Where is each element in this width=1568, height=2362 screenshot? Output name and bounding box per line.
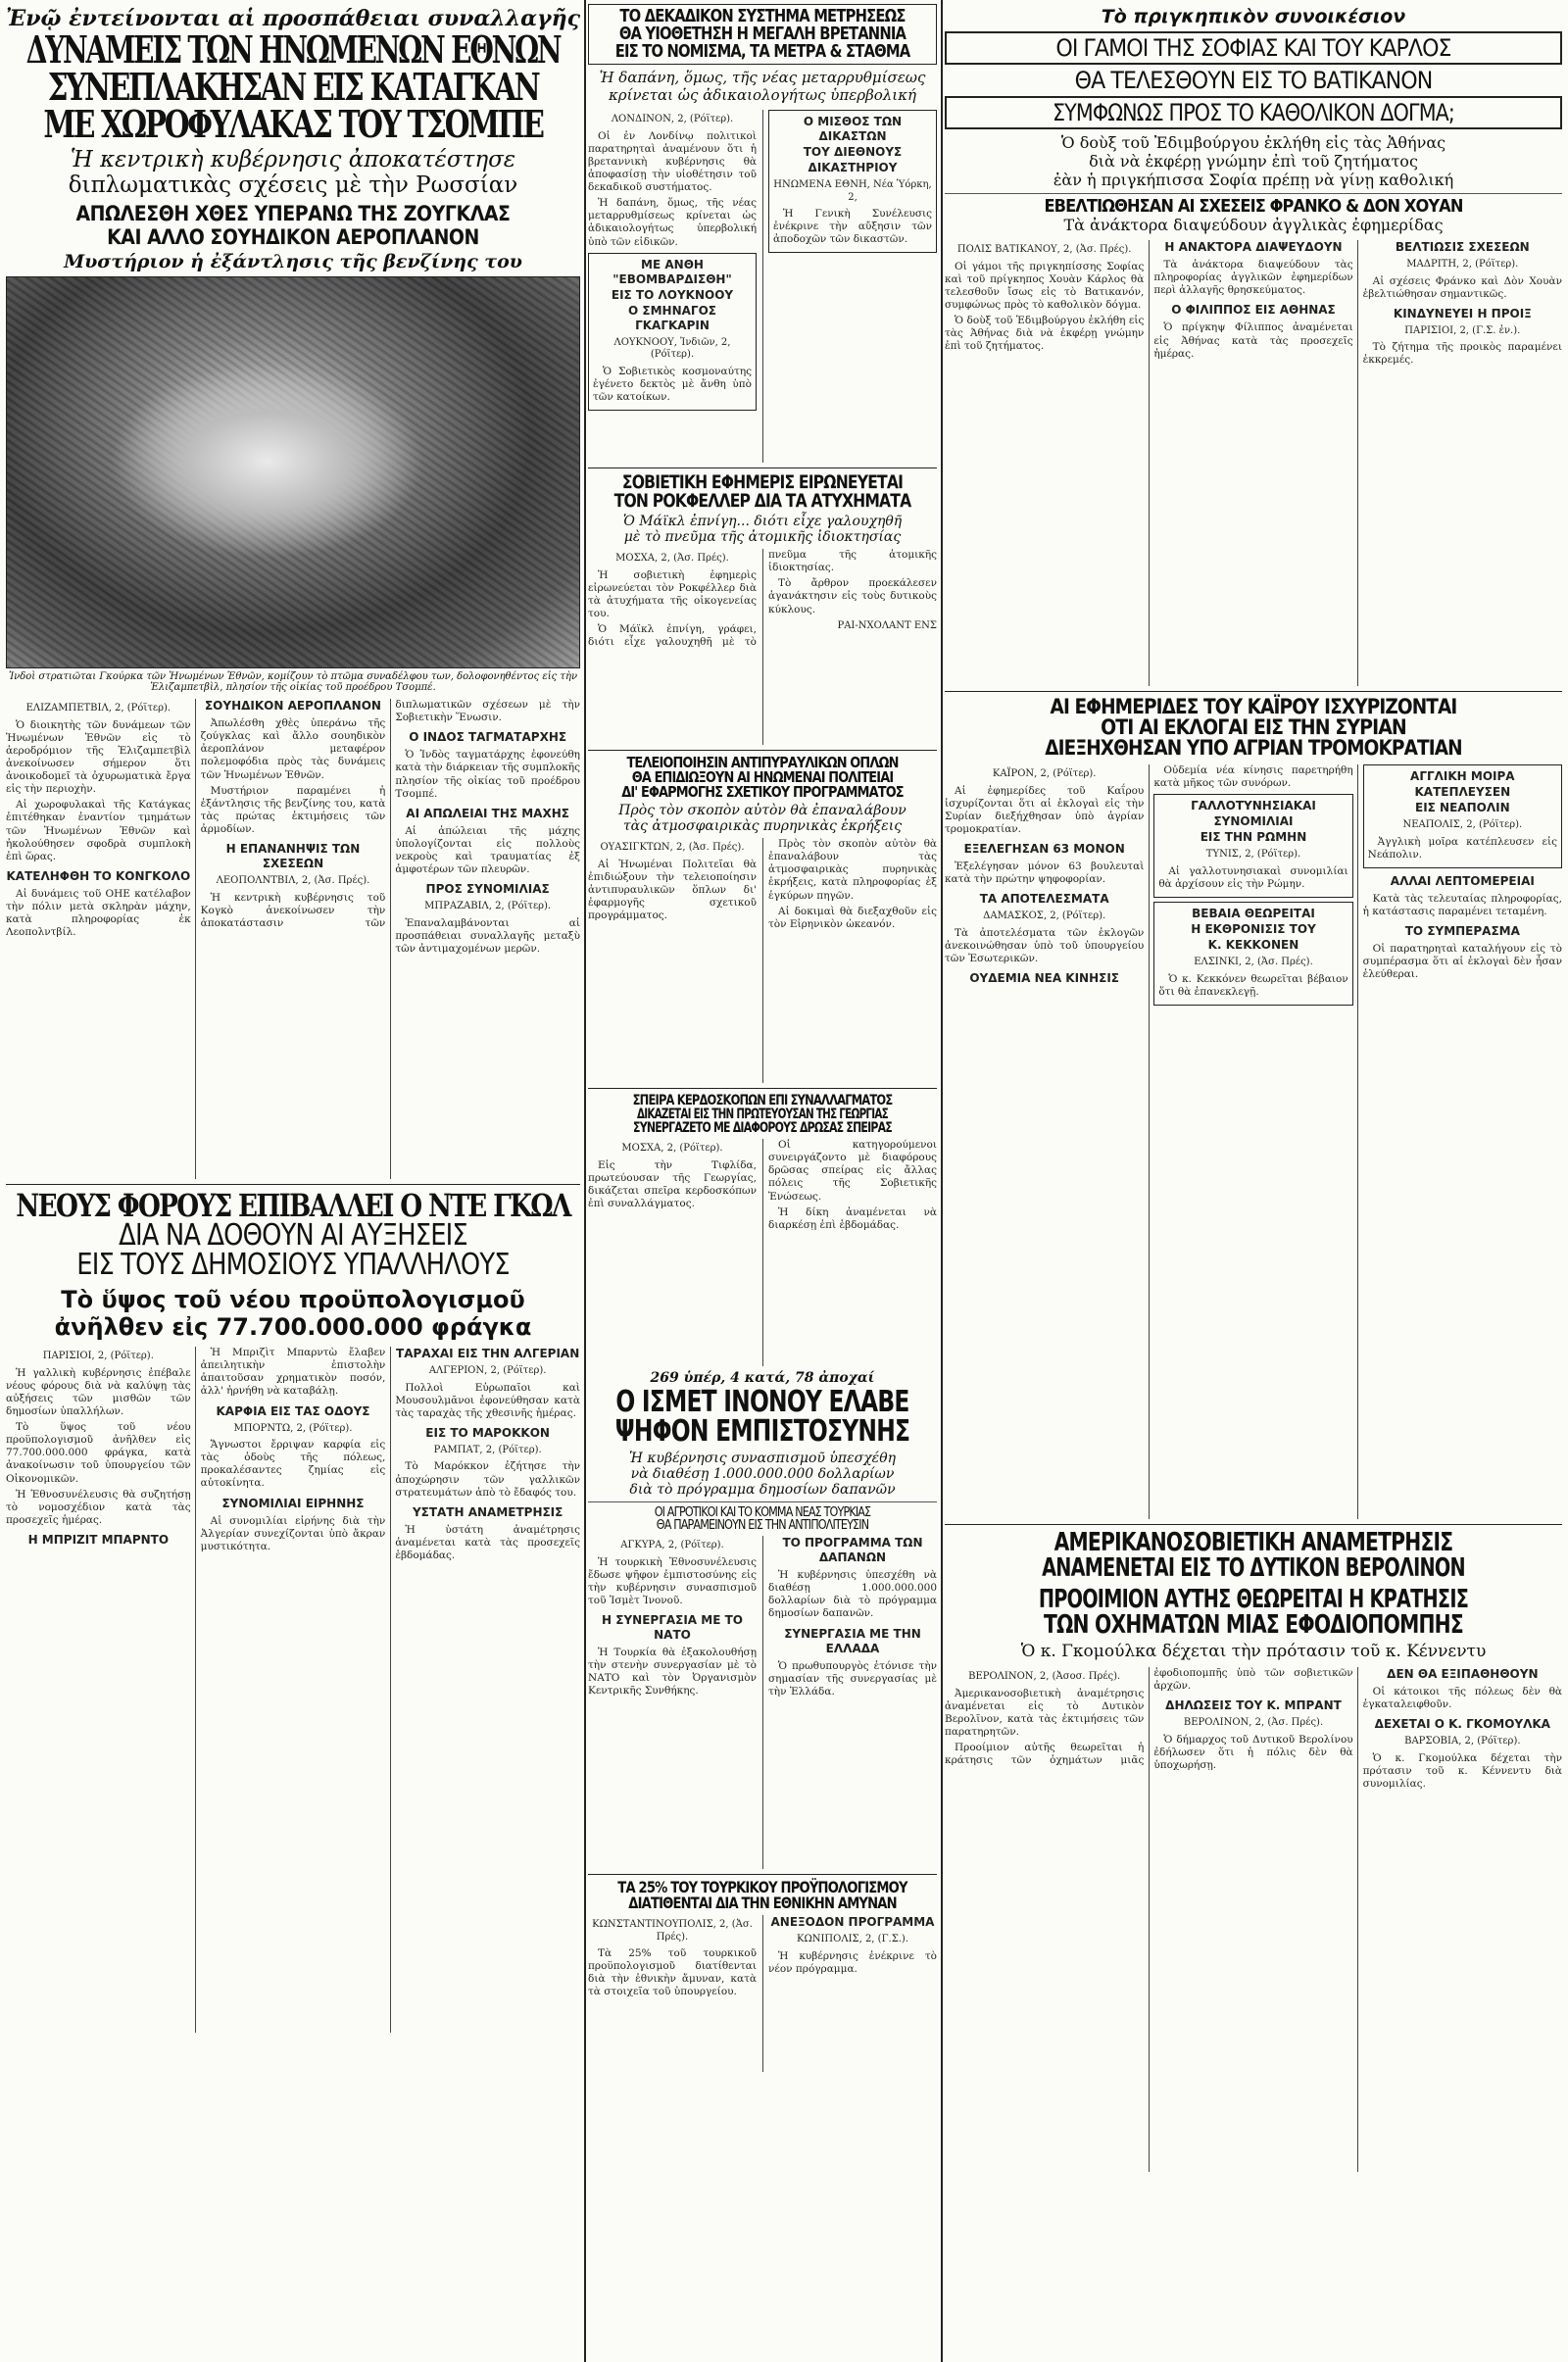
subheadline: Ὁ δοὺξ τοῦ Ἐδιμβούργου ἐκλήθη εἰς τὰς Ἀθήνας [1060,133,1446,152]
dateline: ΒΕΡΟΛΙΝΟΝ, 2, (Ἀσ. Πρές). [1183,1717,1324,1729]
subheadline: Μυστήριον ἡ ἐξάντλησις τῆς βενζίνης του [64,251,522,272]
headline-line: ΔΙΑΤΙΘΕΝΤΑΙ ΔΙΑ ΤΗΝ ΕΘΝΙΚΗΝ ΑΜΥΝΑΝ [628,1894,897,1912]
column-rule [941,0,943,2362]
box-head: ΔΙΚΑΣΤΗΡΙΟΥ [808,161,898,174]
headline-line: ΟΤΙ ΑΙ ΕΚΛΟΓΑΙ ΕΙΣ ΤΗΝ ΣΥΡΙΑΝ [1101,715,1406,739]
article-body: ΒΕΡΟΛΙΝΟΝ, 2, (Ἀσοσ. Πρές). Ἀμερικανοσοβιετικὴ ἀναμέτρησις ἀναμένεται εἰς τὸ Δυτικὸν Βερολῖνον, κατὰ τὰς ἐκτιμήσεις τῶν παρατηρητῶν. Προοίμιον αὐτῆς θεωρεῖται ἡ κράτησις τῶν ὀχημάτων μιᾶς ἐφοδιοπομπῆς ὑπὸ τῶν σοβιετικῶν ἀρχῶν. ΔΗΛΩΣΕΙΣ ΤΟΥ Κ. ΜΠΡΑΝΤ ΒΕΡΟΛΙΝΟΝ, 2, (Ἀσ. Πρές). Ὁ δήμαρχος τοῦ Δυτικοῦ Βερολίνου ἐδήλωσεν ὅτι ἡ πόλις δὲν θὰ ὑποχωρήσῃ. ΔΕΝ ΘΑ ΕΞΙΠΑΘΗΘΟΥΝ Οἱ κάτοικοι τῆς πόλεως δὲν θὰ ἐγκαταλειφθοῦν. ΔΕΧΕΤΑΙ Ο Κ. ΓΚΟΜΟΥΛΚΑ ΒΑΡΣΟΒΙΑ, 2, (Ρόϊτερ). Ὁ κ. Γκομούλκα δέχεται τὴν πρότασιν τοῦ κ. Κέννεντυ διὰ συνομιλίας. [945,1667,1562,1790]
dateline: ΒΑΡΣΟΒΙΑ, 2, (Ρόϊτερ). [1404,1736,1521,1747]
dateline: ΚΩΝΣΤΑΝΤΙΝΟΥΠΟΛΙΣ, 2, (Ἀσ. Πρές). [592,1919,753,1943]
article-body: ΕΛΙΖΑΜΠΕΤΒΙΛ, 2, (Ρόϊτερ). Ὁ διοικητὴς τῶν δυνάμεων τῶν Ἡνωμένων Ἐθνῶν εἰς τὸ ἀεροδρόμιον τῆς Ἐλιζαμπετβὶλ ἀνεκοίνωσεν σήμερον ὅτι ἀνοικοδομεῖ τὰ ὀχυρωματικὰ ἔργα εἰς τὴν περιοχὴν. Αἱ χωροφυλακαὶ τῆς Κατάγκας ἐπιτέθηκαν ἐναντίον τμημάτων τῶν Ἡνωμένων Ἐθνῶν καὶ ἠκολούθησεν σφοδρὰ συμπλοκὴ ἐπὶ ὥρας. ΚΑΤΕΛΗΦΘΗ ΤΟ ΚΟΝΓΚΟΛΟ Αἱ δυνάμεις τοῦ ΟΗΕ κατέλαβον τὴν πόλιν μετὰ σκληρὰν μάχην, κατὰ πληροφορίας ἐκ Λεοπολντβίλ. ΣΟΥΗΔΙΚΟΝ ΑΕΡΟΠΛΑΝΟΝ Ἀπωλέσθη χθὲς ὑπεράνω τῆς ζούγκλας καὶ ἄλλο σουηδικὸν ἀεροπλάνον μεταφέρον πολεμοφόδια πρὸς τὰς δυνάμεις τῶν Ἡνωμένων Ἐθνῶν. Μυστήριον παραμένει ἡ ἐξάντλησις τῆς βενζίνης του, κατὰ τὰς πρώτας ἐκτιμήσεις τῶν ἀρμοδίων. Η ΕΠΑΝΑΝΗΨΙΣ ΤΩΝ ΣΧΕΣΕΩΝ ΛΕΟΠΟΛΝΤΒΙΛ, 2, (Ἀσ. Πρές). Ἡ κεντρικὴ κυβέρνησις τοῦ Κογκὸ ἀνεκοίνωσεν τὴν ἀποκατάστασιν τῶν διπλωματικῶν σχέσεων μὲ τὴν Σοβιετικὴν Ἕνωσιν. Ο ΙΝΔΟΣ ΤΑΓΜΑΤΑΡΧΗΣ Ὁ Ἰνδὸς ταγματάρχης ἐφονεύθη κατὰ τὴν διάρκειαν τῆς συμπλοκῆς πλησίον τῆς οἰκίας τοῦ προέδρου Τσομπέ. ΑΙ ΑΠΩΛΕΙΑΙ ΤΗΣ ΜΑΧΗΣ Αἱ ἀπώλειαι τῆς μάχης ὑπολογίζονται εἰς πολλοὺς νεκροὺς καὶ τραυματίας ἐξ ἀμφοτέρων τῶν πλευρῶν. ΠΡΟΣ ΣΥΝΟΜΙΛΙΑΣ ΜΠΡΑΖΑΒΙΛ, 2, (Ρόϊτερ). Ἐπαναλαμβάνονται αἱ προσπάθειαι συναλλαγῆς μεταξὺ τῶν ἀντιμαχομένων μερῶν. [6,699,580,955]
subheadline: Ὁ Μάϊκλ ἐπνίγη... διότι εἶχε γαλουχηθῆ [622,514,903,529]
subheadline: ΑΠΩΛΕΣΘΗ ΧΘΕΣ ΥΠΕΡΑΝΩ ΤΗΣ ΖΟΥΓΚΛΑΣ [75,202,511,225]
inset-box: ΑΓΓΛΙΚΗ ΜΟΙΡΑ ΚΑΤΕΠΛΕΥΣΕΝ ΕΙΣ ΝΕΑΠΟΛΙΝ ΝΕΑΠΟΛΙΣ, 2, (Ρόϊτερ). Ἀγγλικὴ μοῖρα κατέπλευσεν εἰς Νεάπολιν. [1363,764,1562,868]
section-head: ΕΞΕΛΕΓΗΣΑΝ 63 ΜΟΝΟΝ [963,842,1125,856]
section-head: Η ΜΠΡΙΖΙΤ ΜΠΑΡΝΤΟ [27,1533,170,1547]
section-head: ΤΑΡΑΧΑΙ ΕΙΣ ΤΗΝ ΑΛΓΕΡΙΑΝ [396,1347,580,1360]
headline-line: ΣΟΒΙΕΤΙΚΗ ΕΦΗΜΕΡΙΣ ΕΙΡΩΝΕΥΕΤΑΙ [621,471,904,493]
headline-line: ΣΥΝΕΠΛΑΚΗΣΑΝ ΕΙΣ ΚΑΤΑΓΚΑΝ [47,65,539,109]
kicker: Τὸ πριγκηπικὸν συνοικέσιον [1101,6,1406,27]
box-head: Η ΕΚΘΡΟΝΙΣΙΣ ΤΟΥ [1191,922,1316,936]
box-head: ΕΙΣ ΤΗΝ ΡΩΜΗΝ [1200,830,1307,845]
subheadline: Ἡ δαπάνη, ὅμως, τῆς νέας μεταρρυθμίσεως [599,69,926,86]
dateline: ΤΥΝΙΣ, 2, (Ρόϊτερ). [1205,849,1301,861]
divider [588,1874,937,1875]
headline-line: ΔΙΑ ΝΑ ΔΟΘΟΥΝ ΑΙ ΑΥΞΗΣΕΙΣ [119,1218,467,1253]
section-head: ΣΥΝΟΜΙΛΙΑΙ ΕΙΡΗΝΗΣ [221,1496,365,1510]
box-head: ΤΟΥ ΔΙΕΘΝΟΥΣ [803,145,903,159]
article-body: ΜΟΣΧΑ, 2, (Ρόϊτερ). Εἰς τὴν Τιφλίδα, πρωτεύουσαν τῆς Γεωργίας, δικάζεται σπεῖρα κερδοσκόπων ἐπὶ συναλλάγματος. Οἱ κατηγορούμενοι συνειργάζοντο μὲ διαφόρους δρῶσας σπείρας εἰς ἄλλας πόλεις τῆς Σοβιετικῆς Ἑνώσεως. Ἡ δίκη ἀναμένεται νὰ διαρκέσῃ ἐπὶ ἑβδομάδας. [588,1139,937,1231]
headline-box [945,96,1562,129]
headline-box [945,31,1562,65]
headline-line: ΟΙ ΓΑΜΟΙ ΤΗΣ ΣΟΦΙΑΣ ΚΑΙ ΤΟΥ ΚΑΡΛΟΣ [1055,34,1451,62]
headline-line: ΘΑ ΤΕΛΕΣΘΟΥΝ ΕΙΣ ΤΟ ΒΑΤΙΚΑΝΟΝ [1074,67,1433,94]
section-head: ΚΑΤΕΛΗΦΘΗ ΤΟ ΚΟΝΓΚΟΛΟ [6,868,191,883]
subheadline: διπλωματικὰς σχέσεις μὲ τὴν Ρωσσίαν [68,172,518,198]
section-head: ΠΡΟΣ ΣΥΝΟΜΙΛΙΑΣ [425,882,550,897]
headline-line: ΘΑ ΥΙΟΘΕΤΗΣΗ Η ΜΕΓΑΛΗ ΒΡΕΤΑΝΝΙΑ [618,24,906,44]
article-body: ΚΩΝΣΤΑΝΤΙΝΟΥΠΟΛΙΣ, 2, (Ἀσ. Πρές). Τὰ 25% τοῦ τουρκικοῦ προϋπολογισμοῦ διατίθενται διὰ τὴν ἐθνικὴν ἄμυναν, κατὰ τὰ στοιχεῖα τοῦ ὑπουργείου. ΑΝΕΞΟΔΟΝ ΠΡΟΓΡΑΜΜΑ ΚΩΝΙΠΟΛΙΣ, 2, (Γ.Σ.). Ἡ κυβέρνησις ἐνέκρινε τὸ νέον πρόγραμμα. [588,1915,937,1998]
dateline: ΜΠΟΡΝΤΩ, 2, (Ρόϊτερ). [233,1422,353,1434]
inset-box: ΓΑΛΛΟΤΥΝΗΣΙΑΚΑΙ ΣΥΝΟΜΙΛΙΑΙ ΕΙΣ ΤΗΝ ΡΩΜΗΝ ΤΥΝΙΣ, 2, (Ρόϊτερ). Αἱ γαλλοτυνησιακαὶ συνομιλίαι θὰ ἀρχίσουν εἰς τὴν Ρώμην. [1153,794,1352,898]
section-head: ΣΟΥΗΔΙΚΟΝ ΑΕΡΟΠΛΑΝΟΝ [204,699,381,713]
section-head: Ο ΙΝΔΟΣ ΤΑΓΜΑΤΑΡΧΗΣ [409,730,567,745]
box-head: ΒΕΒΑΙΑ ΘΕΩΡΕΙΤΑΙ [1192,907,1315,920]
headline-line: ΤΑ 25% ΤΟΥ ΤΟΥΡΚΙΚΟΥ ΠΡΟΫΠΟΛΟΓΙΣΜΟΥ [617,1878,907,1896]
section-head: ΒΕΛΤΙΩΣΙΣ ΣΧΕΣΕΩΝ [1395,240,1530,254]
section-head: Η ΣΥΝΕΡΓΑΣΙΑ ΜΕ ΤΟ ΝΑΤΟ [602,1613,743,1642]
dateline: ΜΟΣΧΑ, 2, (Ρόϊτερ). [621,1143,723,1154]
divider [588,750,937,751]
headline-line: ΣΥΜΦΩΝΩΣ ΠΡΟΣ ΤΟ ΚΑΘΟΛΙΚΟΝ ΔΟΓΜΑ; [1052,99,1455,126]
box-head: ΓΑΛΛΟΤΥΝΗΣΙΑΚΑΙ [1191,799,1316,813]
headline-box [588,4,937,65]
subheadline: ΚΑΙ ΑΛΛΟ ΣΟΥΗΔΙΚΟΝ ΑΕΡΟΠΛΑΝΟΝ [107,225,479,249]
dateline: ΡΑΜΠΑΤ, 2, (Ρόϊτερ). [433,1444,542,1455]
headline-line: ΝΕΟΥΣ ΦΟΡΟΥΣ ΕΠΙΒΑΛΛΕΙ Ο ΝΤΕ ΓΚΩΛ [16,1187,570,1224]
dateline: ΜΑΔΡΙΤΗ, 2, (Ρόϊτερ). [1406,259,1519,270]
subheadline: κρίνεται ὡς ἀδικαιολογήτως ὑπερβολική [608,86,917,104]
headline-line: ΟΙ ΑΓΡΟΤΙΚΟΙ ΚΑΙ ΤΟ ΚΟΜΜΑ ΝΕΑΣ ΤΟΥΡΚΙΑΣ [654,1505,871,1520]
box-head: ΚΑΤΕΠΛΕΥΣΕΝ [1414,785,1511,799]
dateline: ΠΑΡΙΣΙΟΙ, 2, (Γ.Σ. ἐν.). [1404,324,1521,336]
headline-line: ΔΙ' ΕΦΑΡΜΟΓΗΣ ΣΧΕΤΙΚΟΥ ΠΡΟΓΡΑΜΜΑΤΟΣ [621,783,904,801]
headline-line: ΨΗΦΟΝ ΕΜΠΙΣΤΟΣΥΝΗΣ [614,1414,910,1449]
section-head: Η ΕΠΑΝΑΝΗΨΙΣ ΤΩΝ ΣΧΕΣΕΩΝ [225,842,361,871]
section-head: ΔΕΧΕΤΑΙ Ο Κ. ΓΚΟΜΟΥΛΚΑ [1374,1717,1550,1732]
section-head: ΤΟ ΣΥΜΠΕΡΑΣΜΑ [1404,924,1520,938]
headline-line: Ο ΙΣΜΕΤ ΙΝΟΝΟΥ ΕΛΑΒΕ [615,1385,909,1419]
section-head: ΥΣΤΑΤΗ ΑΝΑΜΕΤΡΗΣΙΣ [412,1504,564,1519]
box-head: Ο ΣΜΗΝΑΓΟΣ ΓΚΑΓΚΑΡΙΝ [628,303,716,332]
dateline: ΛΟΝΔΙΝΟΝ, 2, (Ρόϊτερ). [611,114,734,124]
headline-line: ΔΙΚΑΖΕΤΑΙ ΕΙΣ ΤΗΝ ΠΡΩΤΕΥΟΥΣΑΝ ΤΗΣ ΓΕΩΡΓΙΑΣ [636,1107,889,1122]
section-head: ΔΗΛΩΣΕΙΣ ΤΟΥ Κ. ΜΠΡΑΝΤ [1165,1698,1342,1713]
headline-line: ΤΩΝ ΟΧΗΜΑΤΩΝ ΜΙΑΣ ΕΦΟΔΙΟΠΟΜΠΗΣ [1044,1610,1463,1640]
section-head: ΚΑΡΦΙΑ ΕΙΣ ΤΑΣ ΟΔΟΥΣ [216,1403,370,1418]
subheadline: Πρὸς τὸν σκοπὸν αὐτὸν θὰ ἐπαναλάβουν [618,803,906,818]
column-middle [588,0,937,2362]
headline-line: ΔΙΕΞΗΧΘΗΣΑΝ ΥΠΟ ΑΓΡΙΑΝ ΤΡΟΜΟΚΡΑΤΙΑΝ [1045,736,1462,760]
section-head: ΔΕΝ ΘΑ ΕΞΙΠΑΘΗΘΟΥΝ [1387,1667,1539,1681]
article-body: ΛΟΝΔΙΝΟΝ, 2, (Ρόϊτερ). Οἱ ἐν Λονδίνῳ πολιτικοὶ παρατηρηταὶ ἀναμένουν ὅτι ἡ βρεταννικὴ κυβέρνησις θὰ ἀποφασίσῃ τὴν υἱοθέτησιν τοῦ δεκαδικοῦ συστήματος. Ἡ δαπάνη, ὅμως, τῆς νέας μεταρρυθμίσεως κρίνεται ὡς ἀδικαιολογήτως ὑπερβολική ὑπὸ τῶν εἰδικῶν. ΜΕ ΑΝΘΗ "ΕΒΟΜΒΑΡΔΙΣΘΗ" ΕΙΣ ΤΟ ΛΟΥΚΝΟΟΥ Ο ΣΜΗΝΑΓΟΣ ΓΚΑΓΚΑΡΙΝ ΛΟΥΚΝΟΟΥ, Ἰνδιῶν, 2, (Ρόϊτερ). Ὁ Σοβιετικὸς κοσμοναύτης ἐγένετο δεκτὸς μὲ ἄνθη ὑπὸ τῶν κατοίκων. Ο ΜΙΣΘΟΣ ΤΩΝ ΔΙΚΑΣΤΩΝ ΤΟΥ ΔΙΕΘΝΟΥΣ ΔΙΚΑΣΤΗΡΙΟΥ ΗΝΩΜΕΝΑ ΕΘΝΗ, Νέα Ὑόρκη, 2, Ἡ Γενικὴ Συνέλευσις ἐνέκρινε τὴν αὔξησιν τῶν ἀποδοχῶν τῶν δικαστῶν. [588,110,937,463]
dateline: ΕΛΙΖΑΜΠΕΤΒΙΛ, 2, (Ρόϊτερ). [25,703,172,714]
headline-line: ΑΙ ΕΦΗΜΕΡΙΔΕΣ ΤΟΥ ΚΑΪΡΟΥ ΙΣΧΥΡΙΖΟΝΤΑΙ [1050,695,1457,718]
inset-box: ΜΕ ΑΝΘΗ "ΕΒΟΜΒΑΡΔΙΣΘΗ" ΕΙΣ ΤΟ ΛΟΥΚΝΟΟΥ Ο ΣΜΗΝΑΓΟΣ ΓΚΑΓΚΑΡΙΝ ΛΟΥΚΝΟΟΥ, Ἰνδιῶν, 2, (Ρόϊτερ). Ὁ Σοβιετικὸς κοσμοναύτης ἐγένετο δεκτὸς μὲ ἄνθη ὑπὸ τῶν κατοίκων. [588,253,757,411]
headline-line: ΜΕ ΧΩΡΟΦΥΛΑΚΑΣ ΤΟΥ ΤΣΟΜΠΕ [43,102,543,146]
headline-line: ΠΡΟΟΙΜΙΟΝ ΑΥΤΗΣ ΘΕΩΡΕΙΤΑΙ Η ΚΡΑΤΗΣΙΣ [1038,1585,1469,1614]
subheadline: Τὸ ὕψος τοῦ νέου προϋπολογισμοῦ [61,1286,525,1313]
article-body: ΟΥΑΣΙΓΚΤΩΝ, 2, (Ἀσ. Πρές). Αἱ Ἡνωμέναι Πολιτεῖαι θὰ ἐπιδιώξουν τὴν τελειοποίησιν ἀντιπυραυλικῶν ὅπλων δι' ἐφαρμογῆς σχετικοῦ προγράμματος. Πρὸς τὸν σκοπὸν αὐτὸν θὰ ἐπαναλάβουν τὰς ἀτμοσφαιρικὰς πυρηνικὰς ἐκρήξεις, κατὰ πληροφορίας ἐξ ἐγκύρων πηγῶν. Αἱ δοκιμαὶ θὰ διεξαχθοῦν εἰς τὸν Εἰρηνικὸν ὠκεανόν. [588,838,937,930]
headline-line: ΤΟ ΔΕΚΑΔΙΚΟΝ ΣΥΣΤΗΜΑ ΜΕΤΡΗΣΕΩΣ [619,6,906,26]
box-head: Ο ΜΙΣΘΟΣ ΤΩΝ ΔΙΚΑΣΤΩΝ [803,115,903,143]
section-head: ΕΙΣ ΤΟ ΜΑΡΟΚΚΟΝ [425,1425,550,1440]
dateline: ΒΕΡΟΛΙΝΟΝ, 2, (Ἀσοσ. Πρές). [968,1671,1121,1682]
headline-line: ΘΑ ΕΠΙΔΙΩΞΟΥΝ ΑΙ ΗΝΩΜΕΝΑΙ ΠΟΛΙΤΕΙΑΙ [631,768,894,786]
divider [945,193,1562,194]
divider [6,1184,580,1185]
headline-line: ΕΒΕΛΤΙΩΘΗΣΑΝ ΑΙ ΣΧΕΣΕΙΣ ΦΡΑΝΚΟ & ΔΟΝ ΧΟΥΑΝ [1044,196,1463,217]
article-body: ΜΟΣΧΑ, 2, (Ἀσ. Πρές). Ἡ σοβιετικὴ ἐφημερὶς εἰρωνεύεται τὸν Ροκφέλλερ διὰ τὰ ἀτυχήματα τῆς οἰκογενείας του. Ὁ Μάϊκλ ἐπνίγη, γράφει, διότι εἶχε γαλουχηθῆ μὲ τὸ πνεῦμα τῆς ἀτομικῆς ἰδιοκτησίας. Τὸ ἄρθρον προεκάλεσεν ἀγανάκτησιν εἰς τοὺς δυτικοὺς κύκλους. ΡΑΙ-ΝΧΟΛΑΝΤ ΕΝΣ [588,549,937,649]
subheadline: μὲ τὸ πνεῦμα τῆς ἀτομικῆς ἰδιοκτησίας [623,529,902,545]
headline-line: ΕΙΣ ΤΟΥΣ ΔΗΜΟΣΙΟΥΣ ΥΠΑΛΛΗΛΟΥΣ [76,1248,510,1282]
subheadline: διὰ νὰ ἐκφέρῃ γνώμην ἐπὶ τοῦ ζητήματος [1089,152,1418,171]
box-head: ΕΙΣ ΝΕΑΠΟΛΙΝ [1415,801,1510,814]
headline-line: ΕΙΣ ΤΟ ΝΟΜΙΣΜΑ, ΤΑ ΜΕΤΡΑ & ΣΤΑΘΜΑ [614,41,910,62]
section-head: ΚΙΝΔΥΝΕΥΕΙ Η ΠΡΟΙΞ [1393,306,1532,320]
subheadline: Τὰ ἀνάκτορα διαψεύδουν ἀγγλικὰς ἐφημερίδας [1063,216,1444,234]
article-body: ΠΑΡΙΣΙΟΙ, 2, (Ρόϊτερ). Ἡ γαλλικὴ κυβέρνησις ἐπέβαλε νέους φόρους διὰ νὰ καλύψῃ τὰς αὐξήσεις τῶν μισθῶν τῶν δημοσίων ὑπαλλήλων. Τὸ ὕψος τοῦ νέου προϋπολογισμοῦ ἀνῆλθεν εἰς 77.700.000.000 φράγκα, κατὰ ἀνακοίνωσιν τοῦ ὑπουργείου τῶν Οἰκονομικῶν. Ἡ Ἐθνοσυνέλευσις θὰ συζητήσῃ τὸ νομοσχέδιον κατὰ τὰς προσεχεῖς ἡμέρας. Η ΜΠΡΙΖΙΤ ΜΠΑΡΝΤΟ Ἡ Μπριζὶτ Μπαρντὼ ἔλαβεν ἀπειλητικὴν ἐπιστολὴν ἀπαιτοῦσαν χρηματικὸν ποσόν, ἀλλ' ἠρνήθη νὰ καταβάλῃ. ΚΑΡΦΙΑ ΕΙΣ ΤΑΣ ΟΔΟΥΣ ΜΠΟΡΝΤΩ, 2, (Ρόϊτερ). Ἄγνωστοι ἔρριψαν καρφία εἰς τὰς ὁδοὺς τῆς πόλεως, προκαλέσαντες ζημίας εἰς αὐτοκίνητα. ΣΥΝΟΜΙΛΙΑΙ ΕΙΡΗΝΗΣ Αἱ συνομιλίαι εἰρήνης διὰ τὴν Ἀλγερίαν συνεχίζονται ὑπὸ ἄκραν μυστικότητα. ΤΑΡΑΧΑΙ ΕΙΣ ΤΗΝ ΑΛΓΕΡΙΑΝ ΑΛΓΕΡΙΟΝ, 2, (Ρόϊτερ). Πολλοὶ Εὐρωπαῖοι καὶ Μουσουλμᾶνοι ἐφονεύθησαν κατὰ τὰς ταραχὰς τῆς χθεσινῆς ἡμέρας. ΕΙΣ ΤΟ ΜΑΡΟΚΚΟΝ ΡΑΜΠΑΤ, 2, (Ρόϊτερ). Τὸ Μαρόκκον ἐζήτησε τὴν ἀποχώρησιν τῶν γαλλικῶν στρατευμάτων ἀπὸ τὸ ἔδαφός του. ΥΣΤΑΤΗ ΑΝΑΜΕΤΡΗΣΙΣ Ἡ ὑστάτη ἀναμέτρησις ἀναμένεται κατὰ τὰς προσεχεῖς ἑβδομάδας. [6,1347,580,1561]
dateline: ΗΝΩΜΕΝΑ ΕΘΝΗ, Νέα Ὑόρκη, 2, [773,179,932,203]
section-head: Η ΑΝΑΚΤΟΡΑ ΔΙΑΨΕΥΔΟΥΝ [1164,240,1343,254]
subheadline: νὰ διαθέσῃ 1.000.000.000 δολλαρίων [630,1466,895,1482]
section-head: ΑΙ ΑΠΩΛΕΙΑΙ ΤΗΣ ΜΑΧΗΣ [406,806,569,820]
section-head: Ο ΦΙΛΙΠΠΟΣ ΕΙΣ ΑΘΗΝΑΣ [1171,303,1336,318]
section-head: ΟΥΔΕΜΙΑ ΝΕΑ ΚΙΝΗΣΙΣ [969,971,1119,986]
headline-line: ΤΟΝ ΡΟΚΦΕΛΛΕΡ ΔΙΑ ΤΑ ΑΤΥΧΗΜΑΤΑ [613,490,911,512]
column-right [945,0,1562,2362]
headline-line: ΘΑ ΠΑΡΑΜΕΙΝΟΥΝ ΕΙΣ ΤΗΝ ΑΝΤΙΠΟΛΙΤΕΥΣΙΝ [656,1518,869,1533]
dateline: ΔΑΜΑΣΚΟΣ, 2, (Ρόϊτερ). [983,910,1106,922]
signoff: ΡΑΙ-ΝΧΟΛΑΝΤ ΕΝΣ [837,619,937,631]
section-head: ΤΟ ΠΡΟΓΡΑΜΜΑ ΤΩΝ ΔΑΠΑΝΩΝ [782,1536,923,1564]
subheadline: τὰς ἀτμοσφαιρικὰς πυρηνικὰς ἐκρήξεις [622,818,903,834]
headline-line: ΑΝΑΜΕΝΕΤΑΙ ΕΙΣ ΤΟ ΔΥΤΙΚΟΝ ΒΕΡΟΛΙΝΟΝ [1042,1553,1465,1583]
headline-line: ΑΜΕΡΙΚΑΝΟΣΟΒΙΕΤΙΚΗ ΑΝΑΜΕΤΡΗΣΙΣ [1054,1528,1453,1557]
divider [945,1524,1562,1525]
dateline: ΜΟΣΧΑ, 2, (Ἀσ. Πρές). [615,553,729,564]
divider [588,1088,937,1089]
inset-box: ΒΕΒΑΙΑ ΘΕΩΡΕΙΤΑΙ Η ΕΚΘΡΟΝΙΣΙΣ ΤΟΥ Κ. ΚΕΚΚΟΝΕΝ ΕΛΣΙΝΚΙ, 2, (Ἀσ. Πρές). Ὁ κ. Κεκκόνεν θεωρεῖται βέβαιον ὅτι θὰ ἐπανεκλεγῇ. [1153,902,1352,1006]
headline-line: ΤΕΛΕΙΟΠΟΙΗΣΙΝ ΑΝΤΙΠΥΡΑΥΛΙΚΩΝ ΟΠΛΩΝ [626,754,899,771]
column-left [6,0,580,2362]
dateline: ΟΥΑΣΙΓΚΤΩΝ, 2, (Ἀσ. Πρές). [600,842,745,853]
vote-tally: 269 ὑπέρ, 4 κατά, 78 ἀποχαί [650,1370,875,1386]
article-body: ΚΑΪΡΟΝ, 2, (Ρόϊτερ). Αἱ ἐφημερίδες τοῦ Καΐρου ἰσχυρίζονται ὅτι αἱ ἐκλογαὶ εἰς τὴν Συρίαν διεξήχθησαν ὑπὸ ἀγρίαν τρομοκρατίαν. ΕΞΕΛΕΓΗΣΑΝ 63 ΜΟΝΟΝ Ἐξελέγησαν μόνον 63 βουλευταὶ κατὰ τὴν πρώτην ψηφοφορίαν. ΤΑ ΑΠΟΤΕΛΕΣΜΑΤΑ ΔΑΜΑΣΚΟΣ, 2, (Ρόϊτερ). Τὰ ἀποτελέσματα τῶν ἐκλογῶν ἀνεκοινώθησαν ὑπὸ τοῦ ὑπουργείου τῶν Ἐσωτερικῶν. ΟΥΔΕΜΙΑ ΝΕΑ ΚΙΝΗΣΙΣ Οὐδεμία νέα κίνησις παρετηρήθη κατὰ μῆκος τῶν συνόρων. ΓΑΛΛΟΤΥΝΗΣΙΑΚΑΙ ΣΥΝΟΜΙΛΙΑΙ ΕΙΣ ΤΗΝ ΡΩΜΗΝ ΤΥΝΙΣ, 2, (Ρόϊτερ). Αἱ γαλλοτυνησιακαὶ συνομιλίαι θὰ ἀρχίσουν εἰς τὴν Ρώμην. ΒΕΒΑΙΑ ΘΕΩΡΕΙΤΑΙ Η ΕΚΘΡΟΝΙΣΙΣ ΤΟΥ Κ. ΚΕΚΚΟΝΕΝ ΕΛΣΙΝΚΙ, 2, (Ἀσ. Πρές). Ὁ κ. Κεκκόνεν θεωρεῖται βέβαιον ὅτι θὰ ἐπανεκλεγῇ. ΑΓΓΛΙΚΗ ΜΟΙΡΑ ΚΑΤΕΠΛΕΥΣΕΝ ΕΙΣ ΝΕΑΠΟΛΙΝ ΝΕΑΠΟΛΙΣ, 2, (Ρόϊτερ). Ἀγγλικὴ μοῖρα κατέπλευσεν εἰς Νεάπολιν. ΑΛΛΑΙ ΛΕΠΤΟΜΕΡΕΙΑΙ Κατὰ τὰς τελευταίας πληροφορίας, ἡ κατάστασις παραμένει τεταμένη. ΤΟ ΣΥΜΠΕΡΑΣΜΑ Οἱ παρατηρηταὶ καταλήγουν εἰς τὸ συμπέρασμα ὅτι αἱ ἐκλογαὶ δὲν ἦσαν ἐλεύθεραι. [945,764,1562,1519]
kicker: Ἐνῷ ἐντείνονται αἱ προσπάθειαι συναλλαγῆς [6,6,580,31]
section-head: ΤΑ ΑΠΟΤΕΛΕΣΜΑΤΑ [979,892,1109,907]
dateline: ΛΕΟΠΟΛΝΤΒΙΛ, 2, (Ἀσ. Πρές). [216,875,370,887]
article-body: ΑΓΚΥΡΑ, 2, (Ρόϊτερ). Ἡ τουρκικὴ Ἐθνοσυνέλευσις ἔδωσε ψῆφον ἐμπιστοσύνης εἰς τὴν κυβέρνησιν συνασπισμοῦ τοῦ Ἰσμὲτ Ἰνονοῦ. Η ΣΥΝΕΡΓΑΣΙΑ ΜΕ ΤΟ ΝΑΤΟ Ἡ Τουρκία θὰ ἐξακολουθήσῃ τὴν στενὴν συνεργασίαν μὲ τὸ ΝΑΤΟ καὶ τὸν Ὀργανισμὸν Κεντρικῆς Συνθήκης. ΤΟ ΠΡΟΓΡΑΜΜΑ ΤΩΝ ΔΑΠΑΝΩΝ Ἡ κυβέρνησις ὑπεσχέθη νὰ διαθέσῃ 1.000.000.000 δολλαρίων διὰ τὸ πρόγραμμα δημοσίων δαπανῶν. ΣΥΝΕΡΓΑΣΙΑ ΜΕ ΤΗΝ ΕΛΛΑΔΑ Ὁ πρωθυπουργὸς ἐτόνισε τὴν σημασίαν τῆς συνεργασίας μὲ τὴν Ἑλλάδα. [588,1536,937,1698]
box-head: ΑΓΓΛΙΚΗ ΜΟΙΡΑ [1410,769,1515,783]
news-photo [6,276,580,668]
headline-line: ΔΥΝΑΜΕΙΣ ΤΩΝ ΗΝΩΜΕΝΩΝ ΕΘΝΩΝ [25,27,561,72]
column-rule [584,0,586,2362]
box-head: ΣΥΝΟΜΙΛΙΑΙ [1213,814,1294,829]
article-body: ΠΟΛΙΣ ΒΑΤΙΚΑΝΟΥ, 2, (Ἀσ. Πρές). Οἱ γάμοι τῆς πριγκηπίσσης Σοφίας καὶ τοῦ πρίγκηπος Χουὰν Κάρλος θὰ τελεσθοῦν ἴσως εἰς τὸ Βατικανόν, συμφώνως πρὸς τὸ καθολικὸν δόγμα. Ὁ δοὺξ τοῦ Ἐδιμβούργου ἐκλήθη εἰς τὰς Ἀθήνας διὰ νὰ ἐκφέρῃ γνώμην ἐπὶ τοῦ ζητήματος. Η ΑΝΑΚΤΟΡΑ ΔΙΑΨΕΥΔΟΥΝ Τὰ ἀνάκτορα διαψεύδουν τὰς πληροφορίας ἀγγλικῶν ἐφημερίδων περὶ ἀλλαγῆς θρησκεύματος. Ο ΦΙΛΙΠΠΟΣ ΕΙΣ ΑΘΗΝΑΣ Ὁ πρίγκηψ Φίλιππος ἀναμένεται εἰς Ἀθήνας κατὰ τὰς προσεχεῖς ἡμέρας. ΒΕΛΤΙΩΣΙΣ ΣΧΕΣΕΩΝ ΜΑΔΡΙΤΗ, 2, (Ρόϊτερ). Αἱ σχέσεις Φράνκο καὶ Δὸν Χουὰν ἐβελτιώθησαν σημαντικῶς. ΚΙΝΔΥΝΕΥΕΙ Η ΠΡΟΙΞ ΠΑΡΙΣΙΟΙ, 2, (Γ.Σ. ἐν.). Τὸ ζήτημα τῆς προικὸς παραμένει ἐκκρεμές. [945,240,1562,367]
dateline: ΝΕΑΠΟΛΙΣ, 2, (Ρόϊτερ). [1402,819,1523,830]
dateline: ΠΑΡΙΣΙΟΙ, 2, (Ρόϊτερ). [42,1351,154,1361]
divider [945,691,1562,692]
subheadline: Ἡ κεντρικὴ κυβέρνησις ἀποκατέστησε [70,147,516,172]
dateline: ΜΠΡΑΖΑΒΙΛ, 2, (Ρόϊτερ). [424,901,552,912]
subheadline: διὰ τὸ πρόγραμμα δημοσίων δαπανῶν [629,1482,896,1498]
subheadline: Ὁ κ. Γκομούλκα δέχεται τὴν πρότασιν τοῦ κ. Κέννεντυ [1020,1642,1487,1661]
photo-caption: Ἰνδοὶ στρατιῶται Γκούρκα τῶν Ἡνωμένων Ἐθνῶν, κομίζουν τὸ πτῶμα συναδέλφου των, δολοφονηθέντος εἰς τὴν Ἐλιζαμπετβὶλ, πλησίον τῆς οἰκίας τοῦ προέδρου Τσομπέ. [8,671,578,693]
divider [588,467,937,468]
box-head: ΜΕ ΑΝΘΗ "ΕΒΟΜΒΑΡΔΙΣΘΗ" [612,257,732,286]
dateline: ΑΛΓΕΡΙΟΝ, 2, (Ρόϊτερ). [428,1365,547,1376]
dateline: ΚΑΪΡΟΝ, 2, (Ρόϊτερ). [992,768,1097,779]
section-head: ΣΥΝΕΡΓΑΣΙΑ ΜΕ ΤΗΝ ΕΛΛΑΔΑ [784,1626,921,1655]
inset-box: Ο ΜΙΣΘΟΣ ΤΩΝ ΔΙΚΑΣΤΩΝ ΤΟΥ ΔΙΕΘΝΟΥΣ ΔΙΚΑΣΤΗΡΙΟΥ ΗΝΩΜΕΝΑ ΕΘΝΗ, Νέα Ὑόρκη, 2, Ἡ Γενικὴ Συνέλευσις ἐνέκρινε τὴν αὔξησιν τῶν ἀποδοχῶν τῶν δικαστῶν. [768,110,937,253]
dateline: ΠΟΛΙΣ ΒΑΤΙΚΑΝΟΥ, 2, (Ἀσ. Πρές). [956,244,1132,255]
subheadline: Ἡ κυβέρνησις συνασπισμοῦ ὑπεσχέθη [628,1451,897,1466]
dateline: ΛΟΥΚΝΟΟΥ, Ἰνδιῶν, 2, (Ρόϊτερ). [613,336,731,361]
headline-line: ΣΥΝΕΡΓΑΖΕΤΟ ΜΕ ΔΙΑΦΟΡΟΥΣ ΔΡΩΣΑΣ ΣΠΕΙΡΑΣ [633,1120,892,1136]
dateline: ΕΛΣΙΝΚΙ, 2, (Ἀσ. Πρές). [1194,957,1313,967]
subheadline: ἀνῆλθεν εἰς 77.700.000.000 φράγκα [54,1313,532,1341]
dateline: ΚΩΝΙΠΟΛΙΣ, 2, (Γ.Σ.). [796,1934,909,1944]
box-head: Κ. ΚΕΚΚΟΝΕΝ [1207,938,1299,952]
dateline: ΑΓΚΥΡΑ, 2, (Ρόϊτερ). [620,1540,724,1550]
section-head: ΑΝΕΞΟΔΟΝ ΠΡΟΓΡΑΜΜΑ [770,1915,935,1929]
section-head: ΑΛΛΑΙ ΛΕΠΤΟΜΕΡΕΙΑΙ [1390,873,1535,888]
headline-line: ΣΠΕΙΡΑ ΚΕΡΔΟΣΚΟΠΩΝ ΕΠΙ ΣΥΝΑΛΛΑΓΜΑΤΟΣ [632,1093,893,1108]
divider [588,1501,937,1502]
subheadline: ἐὰν ἡ πριγκήπισσα Σοφία πρέπῃ νὰ γίνῃ καθολική [1053,171,1454,189]
box-head: ΕΙΣ ΤΟ ΛΟΥΚΝΟΟΥ [611,287,734,302]
